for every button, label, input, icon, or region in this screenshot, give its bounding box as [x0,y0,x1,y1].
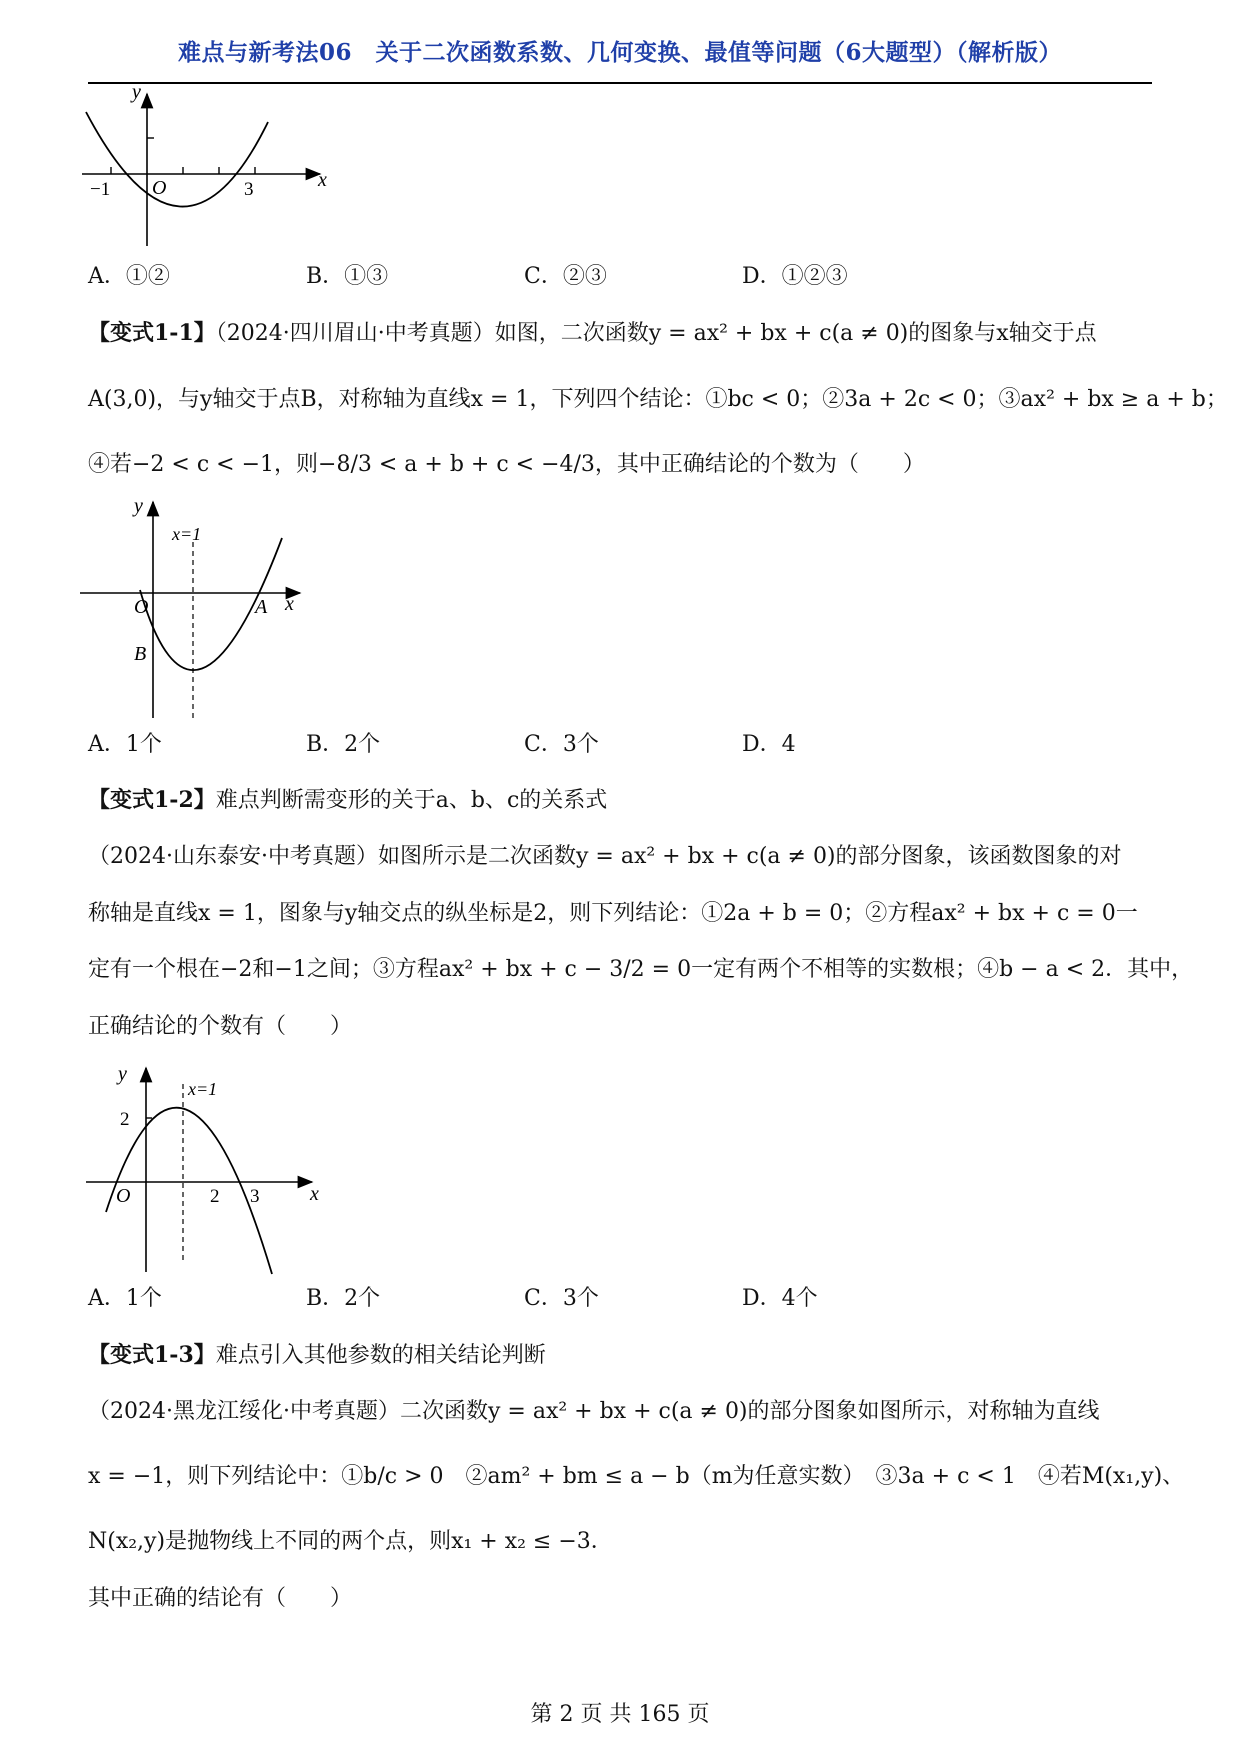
option-a[interactable]: A．1个 [88,732,162,757]
option-d[interactable]: D．①②③ [742,264,848,289]
page-header-title: 难点与新考法06 关于二次函数系数、几何变换、最值等问题（6大题型）（解析版） [177,39,1062,66]
v11-line-1 [88,318,1097,349]
v11-tag: 【变式1-1】 [88,320,216,346]
option-b[interactable]: B．2个 [306,732,381,757]
point-label-a: A [255,596,268,618]
page-footer: 第 2 页 共 165 页 [530,1702,710,1727]
tick-label-neg1: −1 [90,179,111,200]
axis-label-x: x [285,593,294,615]
option-d[interactable]: D．4 [742,732,796,757]
v12-heading [88,785,607,816]
option-c[interactable]: C．②③ [524,264,607,289]
parabola-curve [86,112,268,207]
tick-label-2: 2 [210,1186,220,1207]
option-c[interactable]: C．3个 [524,1286,599,1311]
option-a[interactable]: A．1个 [88,1286,162,1311]
option-b[interactable]: B．2个 [306,1286,381,1311]
v12-tag: 【变式1-2】 [88,787,216,813]
v13-line-2: x = −1，则下列结论中：①b/c > 0 ②am² + bm ≤ a − b（m为任意实数） ③3a + c < 1 ④若M(x₁,y)、 [88,1464,1185,1489]
header-divider [88,82,1152,84]
v12-line-2: 称轴是直线x = 1，图象与y轴交点的纵坐标是2，则下列结论：①2a + b = 0；②方程ax² + bx + c = 0一 [88,901,1138,926]
option-d[interactable]: D．4个 [742,1286,818,1311]
point-label-b: B [134,643,147,665]
v13-line-1: （2024·黑龙江绥化·中考真题）二次函数y = ax² + bx + c(a ≠ 0)的部分图象如图所示，对称轴为直线 [88,1399,1100,1424]
v13-tag: 【变式1-3】 [88,1342,216,1368]
figure-parabola-2 [80,498,310,723]
v12-line-1: （2024·山东泰安·中考真题）如图所示是二次函数y = ax² + bx + c(a ≠ 0)的部分图象，该函数图象的对 [88,844,1122,869]
v13-line-3: N(x₂,y)是抛物线上不同的两个点，则x₁ + x₂ ≤ −3． [88,1529,613,1554]
v12-line-4: 正确结论的个数有（ ） [88,1014,353,1039]
axis-label-x: x [318,169,327,191]
tick-label-3: 3 [244,179,254,200]
axis-label-x: x [310,1183,319,1205]
v12-line-3: 定有一个根在−2和−1之间；③方程ax² + bx + c − 3/2 = 0一定有两个不相等的实数根；④b − a < 2．其中， [88,957,1194,982]
figure-parabola-1 [80,86,340,256]
tick-label-3: 3 [250,1186,260,1207]
origin-label: O [116,1185,131,1207]
parabola-curve [106,1108,272,1274]
v11-line-3: ④若−2 < c < −1，则−8/3 < a + b + c < −4/3，其中正确结论的个数为（ ） [88,452,925,477]
option-b[interactable]: B．①③ [306,264,389,289]
v11-line-2: A(3,0)，与y轴交于点B，对称轴为直线x = 1，下列四个结论：①bc < 0；②3a + 2c < 0；③ax² + bx ≥ a + b； [88,387,1228,412]
v13-tag-text: 难点引入其他参数的相关结论判断 [215,1343,546,1368]
option-a[interactable]: A．①② [88,264,170,289]
origin-label: O [134,596,149,618]
figure-parabola-3 [80,1052,340,1277]
axis-label-y: y [132,86,141,103]
v13-heading [88,1340,546,1371]
symmetry-label: x=1 [172,524,202,544]
v11-text-1: （2024·四川眉山·中考真题）如图，二次函数y = ax² + bx + c(a ≠ 0)的图象与x轴交于点 [215,321,1097,346]
symmetry-label: x=1 [188,1079,218,1099]
v13-line-4: 其中正确的结论有（ ） [88,1586,353,1611]
option-c[interactable]: C．3个 [524,732,599,757]
axis-label-y: y [134,498,143,517]
y-intercept-label: 2 [120,1109,130,1130]
v12-tag-text: 难点判断需变形的关于a、b、c的关系式 [215,788,608,813]
origin-label: O [152,177,167,199]
axis-label-y: y [118,1063,127,1085]
